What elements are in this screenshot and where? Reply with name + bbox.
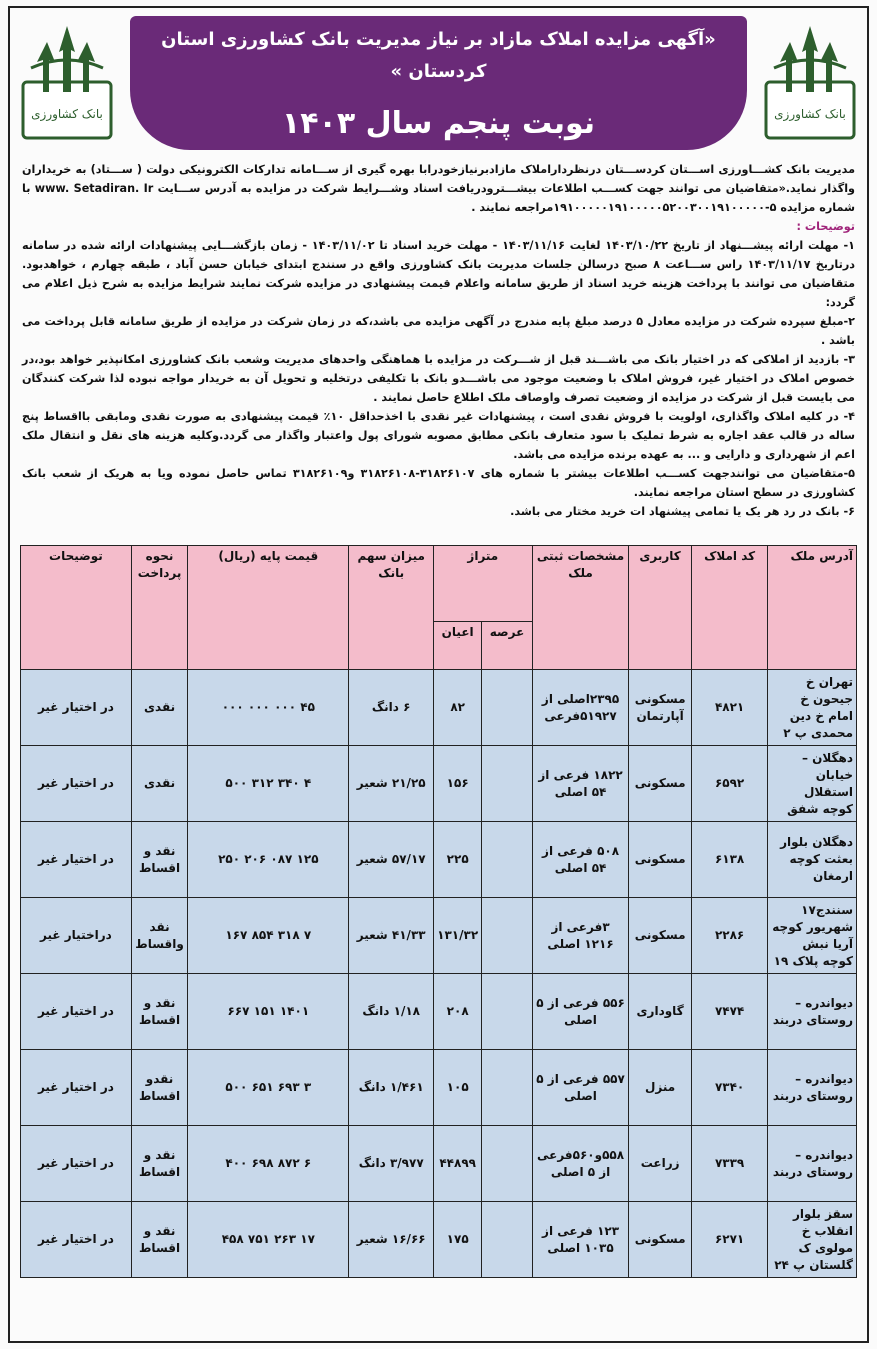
- header-ayan: اعیان: [433, 622, 481, 670]
- rule-item: ۶- بانک در رد هر یک یا تمامی پیشنهاد ات خرید مختار می باشد.: [510, 505, 855, 518]
- cell-code: ۶۵۹۲: [691, 746, 768, 822]
- cell-share: ۳/۹۷۷ دانگ: [349, 1126, 434, 1202]
- cell-address: سنندج۱۷ شهریور کوچه آریا نبش کوچه پلاک ۱۹: [768, 898, 857, 974]
- cell-price: ۱۴۰۱ ۱۵۱ ۶۶۷: [188, 974, 349, 1050]
- cell-address: دیواندره – روستای دربند: [768, 1126, 857, 1202]
- cell-notes: در اختیار غیر: [21, 974, 132, 1050]
- header-area: متراژ: [433, 546, 532, 622]
- keshavarzi-logo-icon: [17, 22, 117, 142]
- cell-ayan: ۱۰۵: [433, 1050, 481, 1126]
- cell-arsa: [482, 746, 532, 822]
- cell-address: سقز بلوار انقلاب خ مولوی ک گلستان پ ۲۴: [768, 1202, 857, 1278]
- bank-logo-left: [12, 18, 122, 146]
- cell-usage: مسکونی: [629, 1202, 691, 1278]
- header-address: آدرس ملک: [768, 546, 857, 670]
- cell-price: ۱۲۵ ۰۸۷ ۲۰۶ ۲۵۰: [188, 822, 349, 898]
- rule-item: ۲-مبلغ سپرده شرکت در مزایده معادل ۵ درصد مبلغ پایه مندرج در آگهی مزایده می باشد،که در زمان شرکت در مزایده از طریق سامانه قابل پرداخت می باشد .: [22, 315, 855, 347]
- cell-arsa: [482, 822, 532, 898]
- table-row: [21, 974, 857, 1050]
- cell-payment: نقد و اقساط: [131, 974, 187, 1050]
- svg-text:بانک کشاورزی: بانک کشاورزی: [31, 107, 103, 121]
- header-usage: کاربری: [629, 546, 691, 670]
- cell-arsa: [482, 974, 532, 1050]
- ad-title: «آگهی مزایده املاک مازاد بر نیاز مدیریت بانک کشاورزی استان کردستان »: [161, 29, 716, 82]
- properties-table: [20, 545, 857, 1278]
- cell-deed: ۵۵۸و۵۶۰فرعی از ۵ اصلی: [532, 1126, 629, 1202]
- cell-arsa: [482, 1202, 532, 1278]
- notes-title: توضیحات :: [796, 220, 855, 233]
- table-row: [21, 1202, 857, 1278]
- cell-share: ۵۷/۱۷ شعیر: [349, 822, 434, 898]
- header-arsa: عرصه: [482, 622, 532, 670]
- rule-item: ۳- بازدید از املاکی که در اختیار بانک می باشـــند قبل از شـــرکت در مزایده با هماهنگی واحدهای مدیریت وشعب بانک کشاورزی امکانپذیر خواهد بود،در خصوص املاک در اختیار غیر، فروش املاک با وضعیت موجود می باشـــدو بانک با تکلیفی درتخلیه و تحویل آن به خریدار مواجه نبوده لذا شرکت کنندگان می بایست قبل از شرکت در مزایده از وضعیت تصرف واوصاف ملک اطلاع حاصل نمایند .: [22, 353, 855, 404]
- cell-address: دیواندره – روستای دربند: [768, 974, 857, 1050]
- cell-address: دیواندره – روستای دربند: [768, 1050, 857, 1126]
- cell-arsa: [482, 670, 532, 746]
- rule-item: ۱- مهلت ارائه پیشـــنهاد از تاریخ ۱۴۰۳/۱۰/۲۲ لغایت ۱۴۰۳/۱۱/۱۶ - مهلت خرید اسناد تا ۱۴۰۳/۱۱/۰۲ - زمان بازگشـــایی پیشنهادات ارائه شده در سامانه درتاریخ ۱۴۰۳/۱۱/۱۷ راس ســـاعت ۸ صبح درسالن جلسات مدیریت بانک کشاورزی واقع در سنندج ابتدای خیابان حسن آباد ، طبقه چهارم ، خواهدبود. متقاضیان می توانند با پرداخت هزینه خرید اسناد از طریق سامانه واعلام قیمت پیشنهادی در مزایده شرکت نمایند شرایط مزایده به شرح ذیل اعلام می گردد:: [22, 239, 855, 309]
- cell-ayan: ۴۴۸۹۹: [433, 1126, 481, 1202]
- cell-payment: نقد و اقساط: [131, 822, 187, 898]
- bank-logo-right: [755, 18, 865, 146]
- ad-subtitle: نوبت پنجم سال ۱۴۰۳: [281, 106, 596, 141]
- cell-share: ۱۶/۶۶ شعیر: [349, 1202, 434, 1278]
- cell-deed: ۱۲۳ فرعی از ۱۰۳۵ اصلی: [532, 1202, 629, 1278]
- cell-notes: در اختیار غیر: [21, 1202, 132, 1278]
- cell-ayan: ۱۳۱/۳۲: [433, 898, 481, 974]
- cell-share: ۴۱/۳۳ شعیر: [349, 898, 434, 974]
- cell-payment: نقد و اقساط: [131, 1126, 187, 1202]
- cell-deed: ۲۳۹۵اصلی از ۵۱۹۲۷فرعی: [532, 670, 629, 746]
- header-payment: نحوه پرداخت: [131, 546, 187, 670]
- cell-usage: مسکونی آپارتمان: [629, 670, 691, 746]
- cell-price: ۶ ۸۷۲ ۶۹۸ ۴۰۰: [188, 1126, 349, 1202]
- cell-usage: زراعت: [629, 1126, 691, 1202]
- cell-price: ۷ ۳۱۸ ۸۵۴ ۱۶۷: [188, 898, 349, 974]
- header-notes: توضیحات: [21, 546, 132, 670]
- cell-price: ۴۵ ۰۰۰ ۰۰۰ ۰۰۰: [188, 670, 349, 746]
- cell-ayan: ۸۲: [433, 670, 481, 746]
- cell-usage: مسکونی: [629, 822, 691, 898]
- cell-price: ۴ ۳۴۰ ۳۱۲ ۵۰۰: [188, 746, 349, 822]
- cell-notes: در اختیار غیر: [21, 1126, 132, 1202]
- cell-notes: دراختیار غیر: [21, 898, 132, 974]
- cell-ayan: ۱۵۶: [433, 746, 481, 822]
- table-row: [21, 746, 857, 822]
- table-row: [21, 1126, 857, 1202]
- cell-deed: ۵۰۸ فرعی از ۵۴ اصلی: [532, 822, 629, 898]
- rule-item: ۵-متقاضیان می توانندجهت کســـب اطلاعات بیشتر با شماره های ۳۱۸۲۶۱۰۷-۳۱۸۲۶۱۰۸ و۳۱۸۲۶۱۰۹ تماس حاصل نموده ویا به هریک از شعب بانک کشاورزی در سطح استان مراجعه نمایند.: [22, 467, 855, 499]
- cell-share: ۶ دانگ: [349, 670, 434, 746]
- cell-usage: منزل: [629, 1050, 691, 1126]
- table-row: [21, 1050, 857, 1126]
- cell-deed: ۱۸۲۲ فرعی از ۵۴ اصلی: [532, 746, 629, 822]
- cell-arsa: [482, 1050, 532, 1126]
- cell-payment: نقدو اقساط: [131, 1050, 187, 1126]
- cell-deed: ۳فرعی از ۱۲۱۶ اصلی: [532, 898, 629, 974]
- cell-ayan: ۱۷۵: [433, 1202, 481, 1278]
- header-price: قیمت پایه (ریال): [188, 546, 349, 670]
- cell-notes: در اختیار غیر: [21, 746, 132, 822]
- cell-address: تهران خ جیحون خ امام خ دین محمدی پ ۲: [768, 670, 857, 746]
- cell-notes: در اختیار غیر: [21, 670, 132, 746]
- cell-notes: در اختیار غیر: [21, 1050, 132, 1126]
- cell-notes: در اختیار غیر: [21, 822, 132, 898]
- header-deed: مشخصات ثبتی ملک: [532, 546, 629, 670]
- cell-payment: نقدی: [131, 746, 187, 822]
- cell-usage: گاوداری: [629, 974, 691, 1050]
- cell-price: ۳ ۶۹۳ ۶۵۱ ۵۰۰: [188, 1050, 349, 1126]
- cell-code: ۴۸۲۱: [691, 670, 768, 746]
- rule-item: ۴- در کلیه املاک واگذاری، اولویت با فروش نقدی است ، پیشنهادات غیر نقدی با اخذحداقل ۱۰٪ قیمت پیشنهادی به صورت نقدی ومابقی بااقساط پنج ساله در قالب عقد اجاره به شرط تملیک با سود متعارف بانکی مطابق مصوبه شورای پول واعتبار واگذار می گردد.وکلیه هزینه های نقل و انتقال ملک اعم از شهرداری و دارایی و ... به عهده برنده مزایده می باشد.: [22, 410, 856, 461]
- cell-ayan: ۲۰۸: [433, 974, 481, 1050]
- cell-share: ۱/۱۸ دانگ: [349, 974, 434, 1050]
- cell-share: ۲۱/۲۵ شعیر: [349, 746, 434, 822]
- title-banner: [130, 16, 747, 150]
- cell-code: ۷۴۷۴: [691, 974, 768, 1050]
- table-row: [21, 670, 857, 746]
- cell-code: ۶۲۷۱: [691, 1202, 768, 1278]
- cell-code: ۶۱۳۸: [691, 822, 768, 898]
- cell-usage: مسکونی: [629, 746, 691, 822]
- cell-usage: مسکونی: [629, 898, 691, 974]
- cell-deed: ۵۵۷ فرعی از ۵ اصلی: [532, 1050, 629, 1126]
- cell-payment: نقد واقساط: [131, 898, 187, 974]
- cell-code: ۲۲۸۶: [691, 898, 768, 974]
- cell-address: دهگلان بلوار بعثت کوچه ارمغان: [768, 822, 857, 898]
- svg-text:بانک کشاورزی: بانک کشاورزی: [774, 107, 846, 121]
- intro-paragraph: مدیریت بانک کشـــاورزی اســـتان کردســـتان درنظرداراملاک مازادبرنیازخودرابا بهره گیری از ســـامانه تدارکات الکترونیکی دولت ( ســـتاد) به خریداران واگذار نماید.«متقاضیان می توانند جهت کســـب اطلاعات بیشـــترودریافت اسناد وشـــرایط شرکت در مزایده به آدرس ســـایت www. Setadiran. Ir با شماره مزایده ۵-۱۹۱۰۰۰۰۰۱۹۱۰۰۰۰۰۵۲۰۰۳۰۰۱۹۱۰۰۰۰۰مراجعه نمایند .: [22, 163, 855, 214]
- cell-arsa: [482, 898, 532, 974]
- cell-price: ۱۷ ۲۶۳ ۷۵۱ ۴۵۸: [188, 1202, 349, 1278]
- keshavarzi-logo-icon: [760, 22, 860, 142]
- table-row: [21, 898, 857, 974]
- header: [12, 10, 865, 150]
- cell-ayan: ۲۲۵: [433, 822, 481, 898]
- table-row: [21, 822, 857, 898]
- cell-code: ۷۳۴۰: [691, 1050, 768, 1126]
- cell-arsa: [482, 1126, 532, 1202]
- cell-address: دهگلان – خیابان استقلال کوچه شفق: [768, 746, 857, 822]
- cell-share: ۱/۴۶۱ دانگ: [349, 1050, 434, 1126]
- header-code: کد املاک: [691, 546, 768, 670]
- header-share: میزان سهم بانک: [349, 546, 434, 670]
- cell-code: ۷۳۳۹: [691, 1126, 768, 1202]
- cell-deed: ۵۵۶ فرعی از ۵ اصلی: [532, 974, 629, 1050]
- cell-payment: نقدی: [131, 670, 187, 746]
- cell-payment: نقد و اقساط: [131, 1202, 187, 1278]
